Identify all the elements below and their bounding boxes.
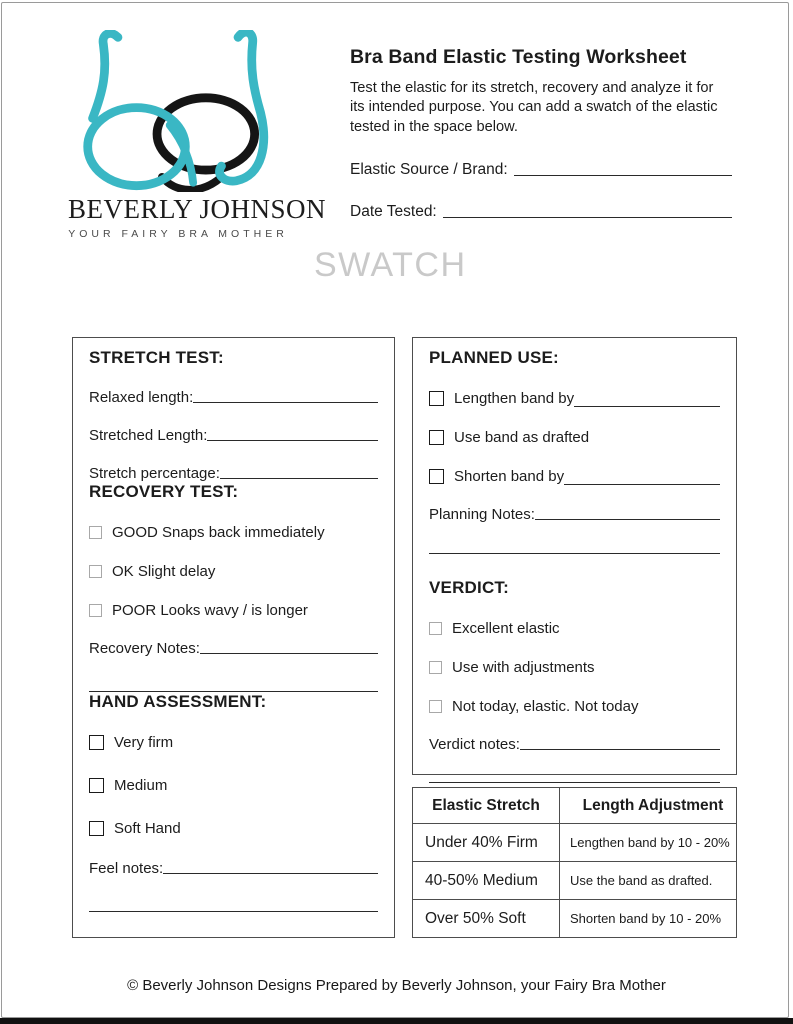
page-title: Bra Band Elastic Testing Worksheet [350,46,687,68]
planned-use-heading: PLANNED USE: [429,348,559,367]
hand-option-medium-label: Medium [114,777,168,794]
verdict-option-excellent-label: Excellent elastic [452,620,560,637]
planned-option-shorten [429,468,720,485]
feel-notes-field [89,860,378,877]
right-panel [412,337,737,775]
bra-logo-icon [68,30,288,192]
hand-assessment-heading: HAND ASSESSMENT: [89,692,267,711]
stretched-length-field [89,427,378,444]
verdict-option-adjustments [429,659,720,676]
elastic-reference-table [412,787,737,938]
recovery-option-good-label: GOOD Snaps back immediately [112,524,325,541]
stretch-percentage-label: Stretch percentage: [89,465,220,482]
brand-logo [68,30,327,240]
checkbox-icon[interactable] [89,735,104,750]
hand-option-very-firm [89,734,378,751]
shorten-band-blank[interactable] [564,484,720,485]
elastic-source-blank[interactable] [514,161,732,176]
verdict-heading: VERDICT: [429,578,509,597]
stretched-length-blank[interactable] [207,427,378,441]
planning-notes-blank-2[interactable] [429,553,720,554]
instructions-text: Test the elastic for its stretch, recovery and analyze it for its intended purpose. You can add a swatch of the elastic tested in the space below. [350,80,718,135]
checkbox-icon[interactable] [429,469,444,484]
verdict-option-adjustments-label: Use with adjustments [452,659,595,676]
bottom-edge-bar [0,1018,793,1024]
checkbox-icon[interactable] [89,821,104,836]
recovery-option-ok-label: OK Slight delay [112,563,216,580]
hand-option-soft-hand-label: Soft Hand [114,820,181,837]
checkbox-icon[interactable] [429,430,444,445]
planned-option-as-drafted [429,429,720,446]
checkbox-icon[interactable] [89,604,102,617]
table-row: Shorten band by 10 - 20% [570,911,722,926]
recovery-option-poor [89,602,378,619]
checkbox-icon[interactable] [429,391,444,406]
brand-name: BEVERLY JOHNSON [68,194,327,224]
verdict-notes-blank-2[interactable] [429,782,720,783]
worksheet-header [350,46,732,221]
table-row: 40-50% Medium [413,862,560,900]
table-header-length-adjustment: Length Adjustment [560,788,736,824]
checkbox-icon[interactable] [429,661,442,674]
planned-option-shorten-label: Shorten band by [454,468,565,485]
table-row: Lengthen band by 10 - 20% [560,824,736,862]
date-tested-field [350,203,732,221]
stretched-length-label: Stretched Length: [89,427,208,444]
verdict-notes-field [429,736,720,753]
lengthen-band-blank[interactable] [574,406,720,407]
feel-notes-blank-2[interactable] [89,911,378,912]
table-row: Over 50% Soft [413,900,560,937]
table-header-elastic-stretch: Elastic Stretch [413,788,560,824]
planning-notes-blank[interactable] [535,506,720,520]
recovery-option-poor-label: POOR Looks wavy / is longer [112,602,308,619]
planning-notes-label: Planning Notes: [429,506,535,523]
verdict-option-excellent [429,620,720,637]
feel-notes-blank[interactable] [163,860,378,874]
brand-tagline: YOUR FAIRY BRA MOTHER [68,228,288,240]
date-tested-blank[interactable] [443,203,732,218]
planned-option-as-drafted-label: Use band as drafted [454,429,590,446]
table-row: Under 40% Firm [413,824,560,862]
recovery-option-ok [89,563,378,580]
left-panel [72,337,395,938]
checkbox-icon[interactable] [429,700,442,713]
hand-option-very-firm-label: Very firm [114,734,174,751]
recovery-notes-field [89,640,378,657]
checkbox-icon[interactable] [89,565,102,578]
swatch-placeholder: SWATCH [314,246,467,284]
verdict-option-not-today-label: Not today, elastic. Not today [452,698,639,715]
checkbox-icon[interactable] [89,778,104,793]
checkbox-icon[interactable] [89,526,102,539]
recovery-test-heading: RECOVERY TEST: [89,482,239,501]
elastic-source-label: Elastic Source / Brand: [350,161,508,179]
verdict-notes-label: Verdict notes: [429,736,520,753]
hand-option-medium [89,777,378,794]
elastic-source-field [350,161,732,179]
stretch-percentage-blank[interactable] [220,465,378,479]
relaxed-length-label: Relaxed length: [89,389,194,406]
verdict-notes-blank[interactable] [520,736,720,750]
relaxed-length-field [89,389,378,406]
planned-option-lengthen-label: Lengthen band by [454,390,575,407]
planning-notes-field [429,506,720,523]
relaxed-length-blank[interactable] [193,389,378,403]
recovery-notes-label: Recovery Notes: [89,640,200,657]
stretch-test-heading: STRETCH TEST: [89,348,224,367]
copyright-footer: © Beverly Johnson Designs Prepared by Beverly Johnson, your Fairy Bra Mother [127,977,666,994]
table-row: Use the band as drafted. [560,862,736,900]
stretch-percentage-field [89,465,378,482]
recovery-option-good [89,524,378,541]
date-tested-label: Date Tested: [350,203,437,221]
checkbox-icon[interactable] [429,622,442,635]
planned-option-lengthen [429,390,720,407]
recovery-notes-blank[interactable] [200,640,378,654]
verdict-option-not-today [429,698,720,715]
feel-notes-label: Feel notes: [89,860,164,877]
hand-option-soft-hand [89,820,378,837]
